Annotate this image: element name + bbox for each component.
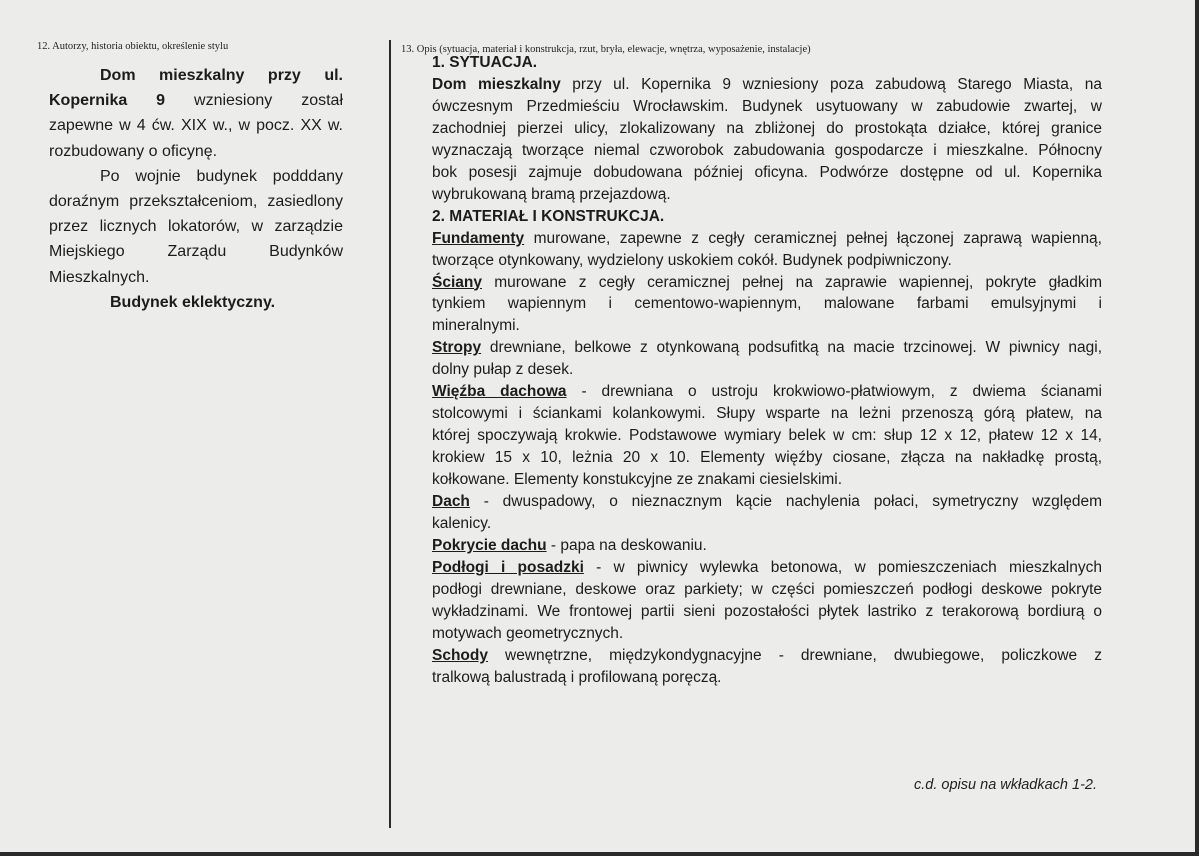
text-line (432, 381, 1102, 403)
continuation-note: c.d. opisu na wkładkach 1-2. (914, 777, 1097, 793)
body-text: wykładzinami. We frontowej partii sieni pozostałości płytek lastriko z terakorową bordiurą o (432, 602, 1102, 620)
body-text: wybrukowaną bramą przejazdową. (432, 185, 671, 203)
text-line (432, 491, 1102, 513)
text-line (432, 118, 1102, 140)
text-line (432, 623, 1102, 645)
section-13-header: 13. Opis (sytuacja, materiał i konstrukcja, rzut, bryła, elewacje, wnętrza, wyposażenie, instalacje) (401, 44, 811, 55)
text-line (432, 162, 1102, 184)
body-text: murowane z cegły ceramicznej pełnej na zaprawie wapiennej, pokryte gładkim (481, 273, 1102, 291)
text-line (432, 403, 1102, 425)
body-text: tralkową balustradą i profilowaną poręczą. (432, 668, 722, 686)
bold-text: Budynek eklektyczny. (110, 293, 276, 311)
body-text: - drewniana o ustroju krokwiowo-płatwiowym, z dwiema ścianami (566, 383, 1102, 401)
body-text: doraźnym przekształceniom, zasiedlony (49, 193, 343, 211)
text-line (49, 139, 343, 164)
text-line (432, 425, 1102, 447)
text-line (432, 140, 1102, 162)
body-text: tynkiem wapiennym i cementowo-wapiennym, malowane farbami emulsyjnymi i (432, 295, 1102, 313)
section-12-header: 12. Autorzy, historia obiektu, określenie stylu (37, 41, 229, 52)
body-text: krokiew 15 x 10, leżnia 20 x 10. Elementy więźby ciosane, złącza na nakładkę prostą, (432, 449, 1102, 467)
body-text: ówczesnym Przedmieściu Wrocławskim. Budynek usytuowany w zabudowie zwartej, w (432, 97, 1102, 115)
bold-text: 2. MATERIAŁ I KONSTRUKCJA. (432, 207, 665, 225)
text-line (432, 293, 1102, 315)
bold-text: Dom mieszkalny (432, 75, 561, 93)
body-text: - papa na deskowaniu. (546, 536, 707, 554)
bold-text: Dom mieszkalny przy ul. (100, 67, 343, 84)
text-line (432, 359, 1102, 381)
section-term: Stropy (432, 339, 482, 357)
text-line (49, 214, 343, 239)
text-line (432, 272, 1102, 294)
text-line (432, 184, 1102, 206)
authors-history-text (49, 63, 343, 315)
text-line (49, 189, 343, 214)
section-term: Podłogi i posadzki (432, 558, 584, 576)
section-term: Schody (432, 646, 488, 664)
column-divider (389, 40, 391, 828)
bold-text: 1. SYTUACJA. (432, 54, 538, 71)
text-line (432, 645, 1102, 667)
text-line (49, 88, 343, 113)
text-line (432, 250, 1102, 272)
body-text: zachodniej pierzei ulicy, zlokalizowany na zbliżonej do prostokąta działce, której granice (432, 119, 1102, 137)
text-line (49, 265, 343, 290)
text-line (432, 601, 1102, 623)
text-line (432, 579, 1102, 601)
body-text: dolny pułap z desek. (432, 361, 574, 379)
body-text: wewnętrzne, międzykondygnacyjne - drewniane, dwubiegowe, policzkowe z (487, 646, 1102, 664)
body-text: - dwuspadowy, o nieznacznym kącie nachylenia połaci, symetryczny względem (469, 493, 1102, 511)
section-term: Ściany (432, 273, 482, 291)
description-text (432, 52, 1102, 689)
text-line (432, 469, 1102, 491)
body-text: bok posesji zajmuje dobudowana później oficyna. Podwórze dostępne od ul. Kopernika (432, 163, 1102, 181)
body-text: - w piwnicy wylewka betonowa, w pomieszczeniach mieszkalnych (583, 558, 1102, 576)
body-text: tworzące otynkowany, wydzielony uskokiem cokół. Budynek podpiwniczony. (432, 251, 952, 269)
text-line (432, 337, 1102, 359)
text-line (432, 315, 1102, 337)
text-line (49, 239, 343, 264)
body-text: motywach geometrycznych. (432, 624, 624, 642)
body-text: podłogi drewniane, deskowe oraz parkiety; w części pomieszczeń podłogi deskowe pokryte (432, 580, 1102, 598)
text-line (432, 557, 1102, 579)
text-line (432, 667, 1102, 689)
body-text: której spoczywają krokwie. Podstawowe wymiary belek w cm: słup 12 x 12, płatew 12 x 14, (432, 427, 1102, 445)
body-text: zapewne w 4 ćw. XIX w., w pocz. XX w. (49, 117, 343, 135)
text-line (432, 74, 1102, 96)
section-term: Więźba dachowa (432, 383, 567, 401)
body-text: przez licznych lokatorów, w zarządzie (49, 218, 343, 236)
text-line (432, 513, 1102, 535)
body-text: Mieszkalnych. (49, 268, 150, 286)
text-line (432, 228, 1102, 250)
text-line (49, 63, 343, 88)
text-line (432, 206, 1102, 228)
text-line (49, 290, 343, 315)
body-text: kalenicy. (432, 515, 492, 533)
text-line (49, 164, 343, 189)
body-text: drewniane, belkowe z otynkowaną podsufitką na macie trzcinowej. W piwnicy nagi, (481, 339, 1102, 357)
text-line (432, 52, 1102, 74)
body-text: Po wojnie budynek podddany (100, 167, 343, 185)
body-text: stolcowymi i ściankami kolankowymi. Słupy wsparte na leżni przenoszą górą płatew, na (432, 405, 1102, 423)
text-line (432, 96, 1102, 118)
text-line (49, 113, 343, 138)
body-text: mineralnymi. (432, 317, 520, 335)
body-text: rozbudowany o oficynę. (49, 142, 218, 160)
body-text: wyznaczają tworzące niemal czworobok zabudowania gospodarcze i mieszkalne. Północny (432, 141, 1102, 159)
body-text: kołkowane. Elementy konstukcyjne ze znakami ciesielskimi. (432, 471, 843, 489)
body-text: Miejskiego Zarządu Budynków (49, 243, 343, 261)
section-term: Fundamenty (432, 229, 525, 247)
section-term: Pokrycie dachu (432, 536, 547, 554)
body-text: murowane, zapewne z cegły ceramicznej pełnej łączonej zaprawą wapienną, (524, 229, 1102, 247)
text-line (432, 447, 1102, 469)
text-line (432, 535, 1102, 557)
bold-text: Kopernika 9 (49, 92, 166, 110)
section-term: Dach (432, 493, 470, 511)
body-text: wzniesiony został (165, 92, 343, 110)
body-text: przy ul. Kopernika 9 wzniesiony poza zabudową Starego Miasta, na (560, 75, 1102, 93)
